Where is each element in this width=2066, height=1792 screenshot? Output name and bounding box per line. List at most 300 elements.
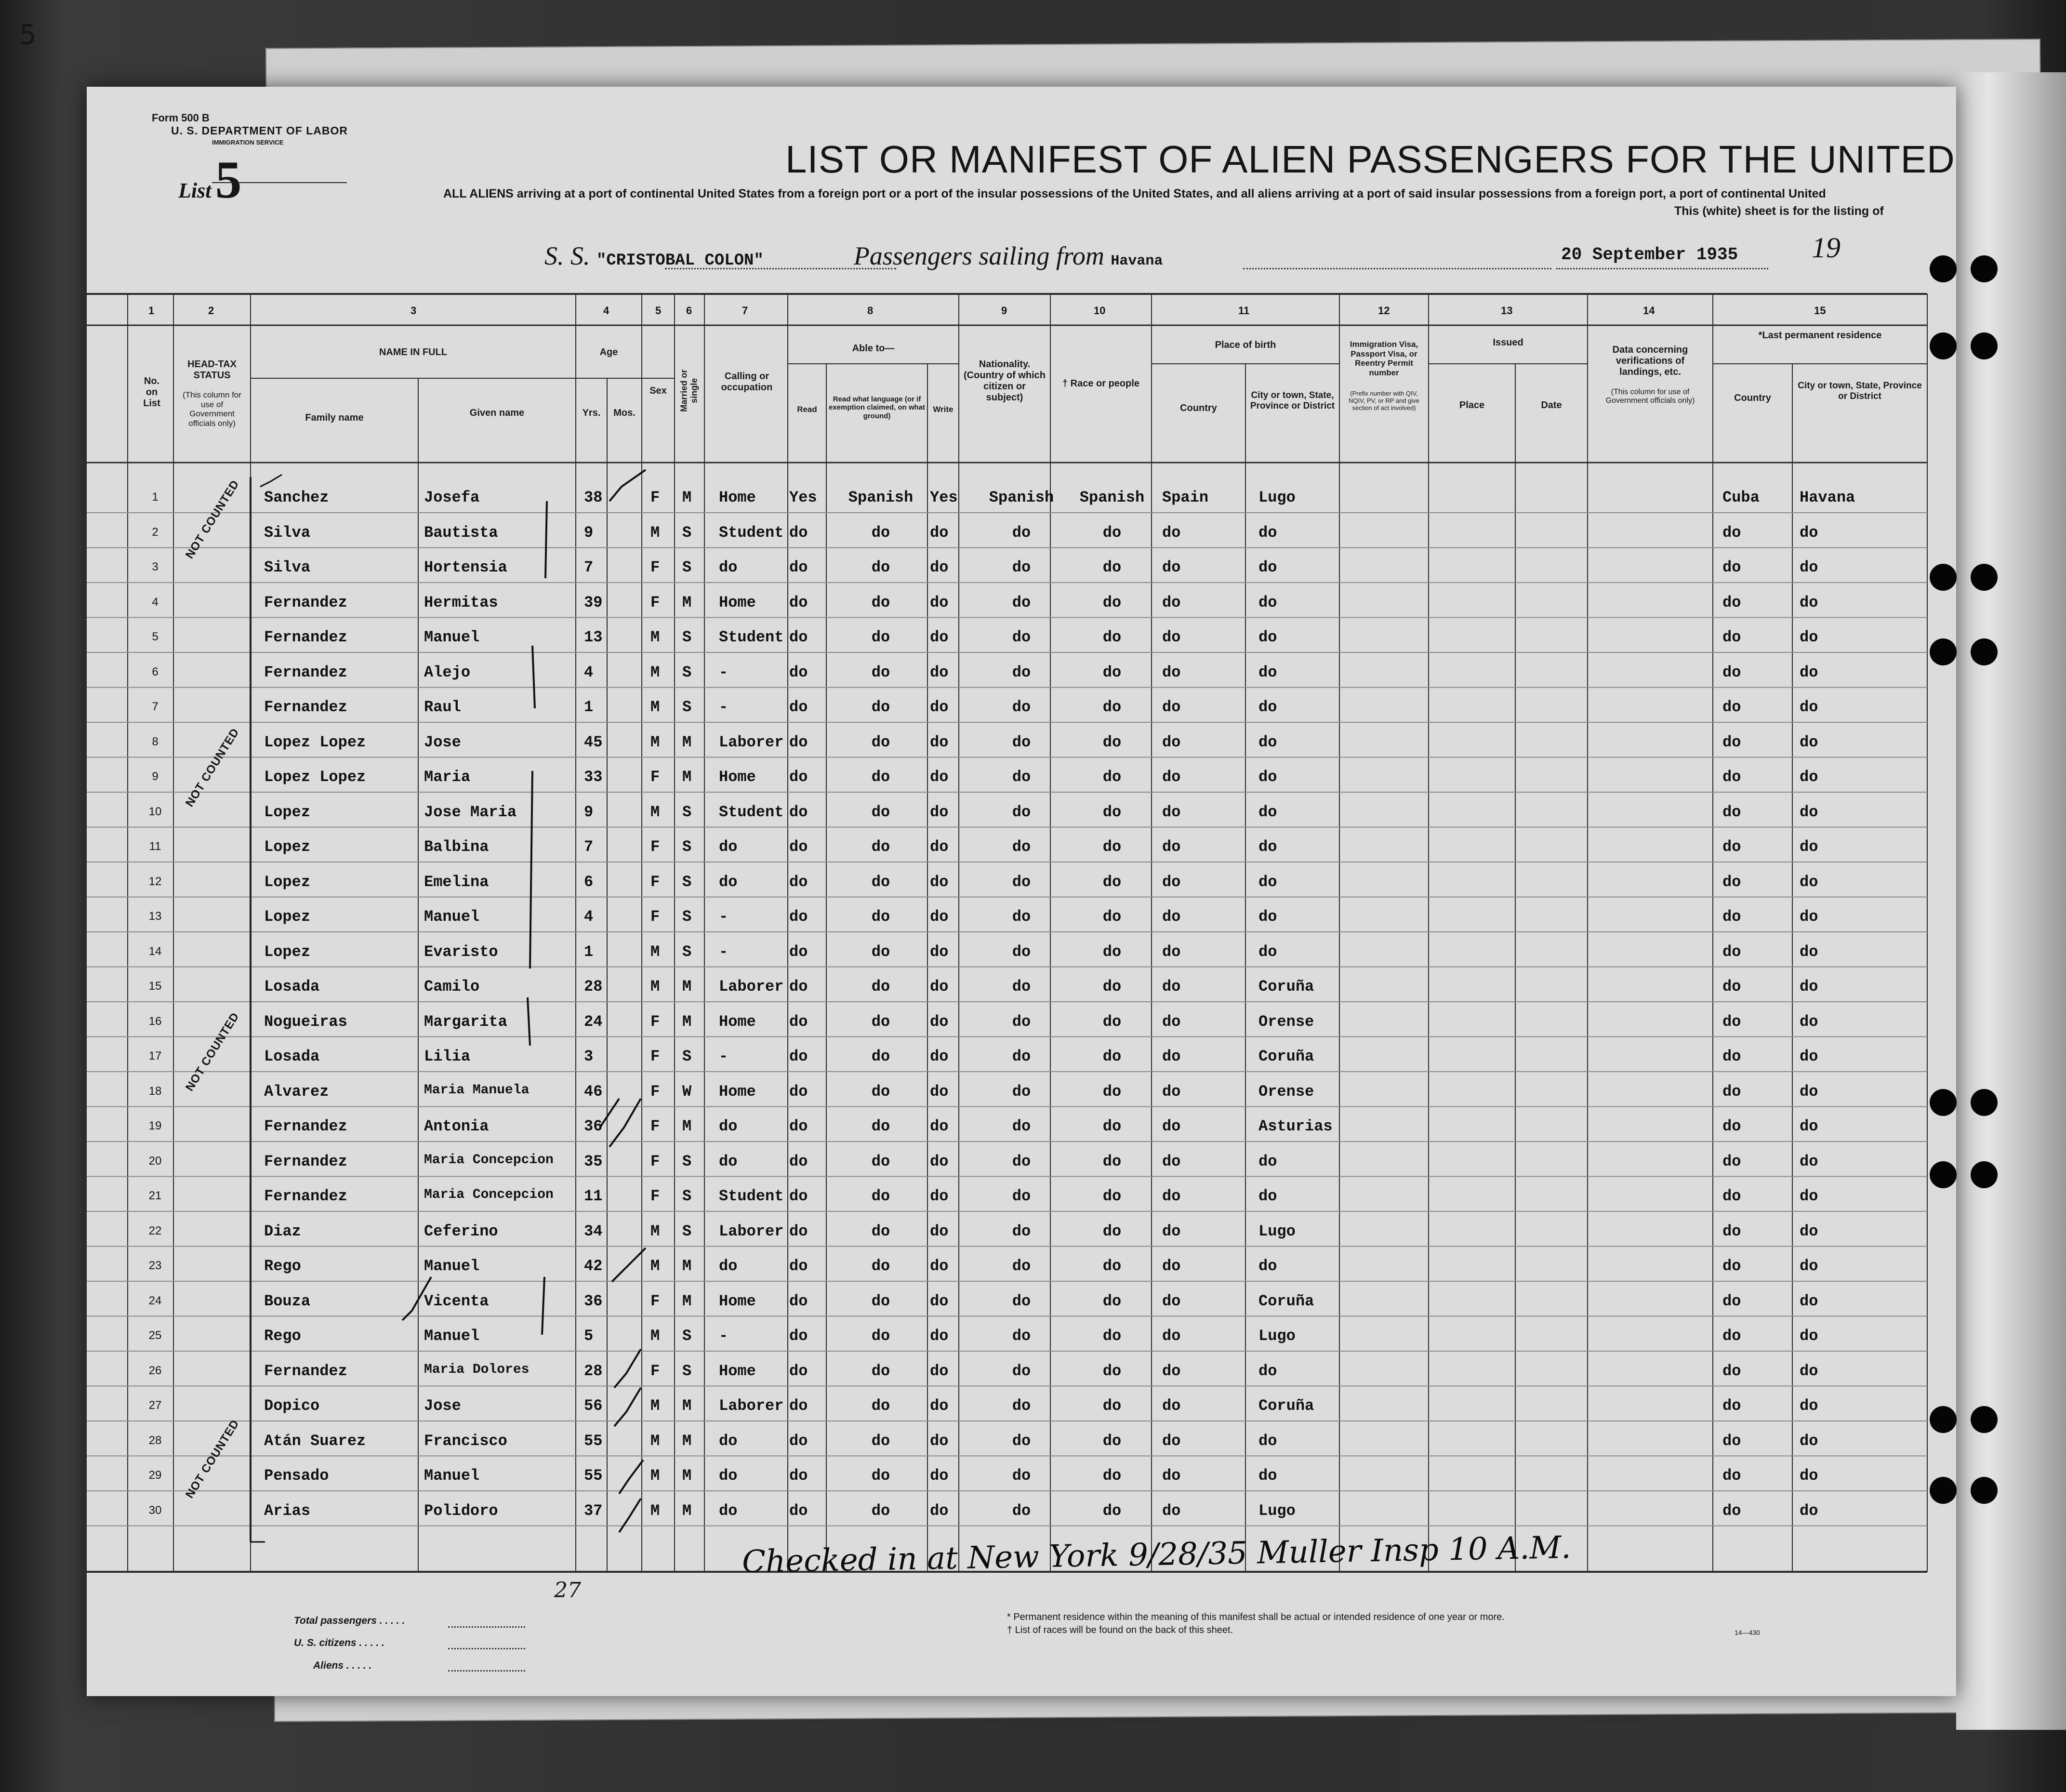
form-code: 14—430 [1735, 1629, 1760, 1636]
header-able-to: Able to— [852, 343, 895, 354]
row-number: 10 [148, 805, 162, 818]
marital-status: M [682, 489, 692, 506]
birth-country: do [1162, 1082, 1181, 1101]
read-language: do [871, 1082, 890, 1101]
birth-country: do [1162, 1467, 1181, 1485]
age-years: 1 [584, 942, 594, 961]
marital-status: S [682, 942, 692, 961]
age-years: 37 [584, 1501, 603, 1520]
can-write: do [930, 593, 949, 611]
race-people: do [1102, 1432, 1122, 1450]
us-citizens-label: U. S. citizens . . . . . [294, 1637, 384, 1648]
read-language: do [871, 908, 890, 926]
read-language: do [871, 733, 890, 751]
residence-city: do [1800, 523, 1818, 542]
row-number: 16 [148, 1014, 162, 1028]
header-no-on-list: No. on List [143, 376, 160, 409]
birth-city: do [1258, 628, 1277, 646]
family-name: Fernandez [264, 1152, 347, 1170]
occupation: Home [719, 1012, 756, 1031]
residence-country: do [1722, 593, 1741, 611]
sex: F [650, 558, 660, 576]
can-write: do [930, 803, 949, 821]
punch-hole [1971, 638, 1998, 665]
can-read: do [789, 593, 808, 611]
race-people: do [1102, 733, 1122, 751]
page-count: 27 [554, 1578, 581, 1603]
can-write: do [930, 733, 949, 751]
row-number: 9 [152, 770, 159, 783]
age-years: 9 [584, 523, 594, 542]
punch-hole [1930, 255, 1957, 282]
given-name: Jose Maria [424, 803, 517, 821]
marital-status: S [682, 908, 692, 926]
family-name: Fernandez [264, 698, 347, 716]
given-name: Hermitas [424, 593, 498, 611]
row-number: 20 [148, 1154, 162, 1168]
port-dotline [1243, 268, 1551, 269]
given-name: Antonia [424, 1117, 489, 1135]
nationality: do [1012, 1362, 1031, 1380]
not-counted-stamp: NOT COUNTED [183, 478, 242, 561]
can-write: do [930, 1012, 949, 1031]
residence-country: do [1722, 1432, 1741, 1450]
can-write: do [930, 628, 949, 646]
residence-country: do [1722, 733, 1741, 751]
nationality: do [1012, 908, 1031, 926]
date-dotline [1556, 268, 1768, 269]
sex: M [650, 978, 660, 996]
nationality: do [1012, 558, 1031, 576]
row-number: 19 [148, 1119, 162, 1132]
race-people: do [1102, 1012, 1122, 1031]
can-read: do [789, 1362, 808, 1380]
row-number: 18 [148, 1084, 162, 1098]
age-years: 13 [584, 628, 603, 646]
can-read: do [789, 1012, 808, 1031]
nationality: do [1012, 1048, 1031, 1065]
ship-line [544, 241, 1163, 271]
marital-status: M [682, 1397, 692, 1415]
total-passengers-line [448, 1626, 525, 1628]
nationality: do [1012, 768, 1031, 786]
sailing-date: 20 September 1935 [1561, 245, 1738, 265]
occupation: do [719, 1432, 738, 1450]
row-number: 25 [148, 1329, 162, 1342]
birth-city: do [1258, 1257, 1277, 1275]
occupation: Laborer [719, 1222, 784, 1240]
can-read: do [789, 1397, 808, 1415]
birth-city: do [1258, 1187, 1277, 1205]
family-name: Lopez Lopez [264, 768, 366, 786]
residence-city: do [1800, 593, 1818, 611]
sex: F [650, 908, 660, 926]
birth-country: do [1162, 838, 1181, 856]
nationality: do [1012, 838, 1031, 856]
occupation: Student [719, 803, 784, 821]
punch-hole [1930, 332, 1957, 359]
list-label [178, 149, 241, 211]
residence-city: do [1800, 1397, 1818, 1415]
nationality: do [1012, 593, 1031, 611]
read-language: do [871, 803, 890, 821]
can-write: do [930, 1222, 949, 1240]
marital-status: M [682, 1501, 692, 1520]
given-name: Manuel [424, 628, 480, 646]
family-name: Dopico [264, 1397, 320, 1415]
header-calling: Calling or occupation [721, 371, 773, 393]
occupation: Laborer [719, 1397, 784, 1415]
not-counted-stamp: NOT COUNTED [183, 726, 242, 810]
col-number-9: 9 [1001, 305, 1007, 317]
given-name: Manuel [424, 1257, 480, 1275]
marital-status: S [682, 803, 692, 821]
sex: M [650, 1432, 660, 1450]
header-given-name: Given name [469, 408, 525, 418]
sex: F [650, 873, 660, 891]
sex: M [650, 628, 660, 646]
nationality: do [1012, 1222, 1031, 1240]
age-years: 39 [584, 593, 603, 611]
residence-city: do [1800, 1222, 1818, 1240]
race-people: do [1102, 628, 1122, 646]
marital-status: S [682, 1222, 692, 1240]
occupation: Student [719, 628, 784, 646]
header-verification: Data concerning verifications of landings, etc. [1612, 345, 1688, 377]
residence-city: do [1800, 1432, 1818, 1450]
residence-country: do [1722, 1117, 1741, 1135]
birth-country: do [1162, 523, 1181, 542]
can-write: do [930, 1048, 949, 1065]
race-people: do [1102, 1362, 1122, 1380]
given-name: Raul [424, 698, 461, 716]
occupation: - [719, 1048, 728, 1065]
marital-status: M [682, 1012, 692, 1031]
race-people: do [1102, 1257, 1122, 1275]
read-language: do [871, 558, 890, 576]
given-name: Maria Dolores [424, 1362, 530, 1377]
sex: F [650, 489, 660, 506]
birth-city: Lugo [1258, 1501, 1296, 1520]
family-name: Fernandez [264, 628, 347, 646]
age-years: 5 [584, 1327, 594, 1345]
ship-dotline [665, 268, 896, 269]
not-counted-stamp: NOT COUNTED [183, 1417, 242, 1501]
can-read: do [789, 1152, 808, 1170]
marital-status: S [682, 838, 692, 856]
header-place-of-birth: Place of birth [1215, 340, 1276, 350]
residence-city: do [1800, 1292, 1818, 1310]
sex: M [650, 1501, 660, 1520]
given-name: Jose [424, 1397, 461, 1415]
sex: F [650, 838, 660, 856]
family-name: Pensado [264, 1467, 329, 1485]
col-number-7: 7 [742, 305, 748, 317]
given-name: Alejo [424, 663, 471, 681]
race-people: do [1102, 593, 1122, 611]
given-name: Polidoro [424, 1501, 498, 1520]
residence-city: do [1800, 1048, 1818, 1065]
birth-city: do [1258, 942, 1277, 961]
ship-name: "CRISTOBAL COLON" [596, 252, 764, 270]
can-write: do [930, 1152, 949, 1170]
residence-country: Cuba [1722, 489, 1760, 506]
residence-city: do [1800, 628, 1818, 646]
birth-country: do [1162, 558, 1181, 576]
race-people: do [1102, 558, 1122, 576]
residence-country: do [1722, 838, 1741, 856]
row-number: 27 [148, 1399, 162, 1412]
nationality: do [1012, 1012, 1031, 1031]
residence-city: Havana [1800, 489, 1855, 506]
birth-city: do [1258, 838, 1277, 856]
given-name: Ceferino [424, 1222, 498, 1240]
read-language: do [871, 1327, 890, 1345]
can-write: do [930, 663, 949, 681]
family-name: Fernandez [264, 1117, 347, 1135]
form-number: Form 500 B [152, 112, 210, 124]
race-people: do [1102, 1327, 1122, 1345]
birth-country: do [1162, 803, 1181, 821]
residence-country: do [1722, 1467, 1741, 1485]
can-write: do [930, 1082, 949, 1101]
given-name: Maria Manuela [424, 1082, 530, 1098]
occupation: do [719, 1501, 738, 1520]
occupation: Laborer [719, 733, 784, 751]
age-years: 46 [584, 1082, 603, 1101]
nationality: do [1012, 1467, 1031, 1485]
nationality: do [1012, 1117, 1031, 1135]
read-language: do [871, 1012, 890, 1031]
birth-city: Coruña [1258, 1397, 1314, 1415]
row-number: 24 [148, 1294, 162, 1307]
page-subtitle: ALL ALIENS arriving at a port of continental United States from a foreign port or a port of the insular possessions of the United States, and all aliens arriving at a port of said insular possessions from a foreign port, a port of continental United [443, 187, 1826, 200]
race-people: do [1102, 873, 1122, 891]
given-name: Camilo [424, 978, 480, 996]
page-title: LIST OR MANIFEST OF ALIEN PASSENGERS FOR THE UNITED [785, 138, 1955, 181]
sex: M [650, 1327, 660, 1345]
residence-country: do [1722, 1082, 1741, 1101]
age-years: 55 [584, 1432, 603, 1450]
can-write: do [930, 1432, 949, 1450]
birth-city: Lugo [1258, 489, 1296, 506]
marital-status: M [682, 1257, 692, 1275]
occupation: do [719, 838, 738, 856]
age-years: 38 [584, 489, 603, 506]
residence-city: do [1800, 558, 1818, 576]
birth-city: do [1258, 733, 1277, 751]
row-number: 23 [148, 1259, 162, 1272]
can-write: do [930, 1292, 949, 1310]
age-years: 28 [584, 1362, 603, 1380]
occupation: do [719, 1257, 738, 1275]
can-read: do [789, 733, 808, 751]
race-people: Spanish [1079, 489, 1145, 506]
read-language: do [871, 1397, 890, 1415]
header-issued: Issued [1493, 337, 1523, 348]
can-read: do [789, 1467, 808, 1485]
can-read: do [789, 1257, 808, 1275]
residence-city: do [1800, 978, 1818, 996]
occupation: Laborer [719, 978, 784, 996]
header-place: Place [1459, 400, 1485, 411]
given-name: Vicenta [424, 1292, 489, 1310]
read-language: do [871, 1467, 890, 1485]
header-married: Married or single [679, 369, 699, 412]
given-name: Jose [424, 733, 461, 751]
can-read: do [789, 663, 808, 681]
sex: F [650, 1012, 660, 1031]
birth-country: do [1162, 978, 1181, 996]
can-read: do [789, 1187, 808, 1205]
birth-country: do [1162, 1362, 1181, 1380]
birth-city: Coruña [1258, 1048, 1314, 1065]
residence-city: do [1800, 942, 1818, 961]
marital-status: S [682, 1362, 692, 1380]
family-name: Nogueiras [264, 1012, 347, 1031]
residence-city: do [1800, 1152, 1818, 1170]
row-number: 29 [148, 1469, 162, 1482]
occupation: Home [719, 1362, 756, 1380]
nationality: do [1012, 698, 1031, 716]
sex: M [650, 942, 660, 961]
birth-country: do [1162, 873, 1181, 891]
can-write: do [930, 1187, 949, 1205]
given-name: Evaristo [424, 942, 498, 961]
can-read: do [789, 628, 808, 646]
header-age: Age [599, 347, 618, 358]
row-number: 13 [148, 910, 162, 923]
header-race: † Race or people [1062, 378, 1140, 389]
given-name: Maria Concepcion [424, 1187, 554, 1202]
family-name: Lopez [264, 803, 311, 821]
occupation: - [719, 663, 728, 681]
marital-status: M [682, 768, 692, 786]
residence-city: do [1800, 1257, 1818, 1275]
birth-country: do [1162, 1152, 1181, 1170]
can-write: Yes [930, 489, 958, 506]
residence-country: do [1722, 1257, 1741, 1275]
occupation: Home [719, 1082, 756, 1101]
nationality: do [1012, 1432, 1031, 1450]
nationality: do [1012, 1327, 1031, 1345]
family-name: Silva [264, 523, 311, 542]
col-number-10: 10 [1094, 305, 1106, 317]
birth-city: Asturias [1258, 1117, 1333, 1135]
given-name: Balbina [424, 838, 489, 856]
residence-country: do [1722, 1397, 1741, 1415]
can-write: do [930, 873, 949, 891]
occupation: - [719, 942, 728, 961]
can-read: do [789, 1222, 808, 1240]
service-name: IMMIGRATION SERVICE [212, 139, 284, 146]
birth-city: do [1258, 803, 1277, 821]
birth-city: Orense [1258, 1012, 1314, 1031]
nationality: do [1012, 978, 1031, 996]
birth-country: do [1162, 1501, 1181, 1520]
sex: M [650, 1397, 660, 1415]
age-years: 36 [584, 1292, 603, 1310]
can-write: do [930, 908, 949, 926]
birth-city: do [1258, 768, 1277, 786]
header-res-country: Country [1734, 393, 1771, 403]
nationality: do [1012, 1501, 1031, 1520]
occupation: do [719, 1467, 738, 1485]
row-number: 14 [148, 944, 162, 958]
race-people: do [1102, 1082, 1122, 1101]
family-name: Silva [264, 558, 311, 576]
sailing-label: Passengers sailing from [853, 241, 1104, 270]
ss-label: S. S. [544, 241, 590, 270]
department-name: U. S. DEPARTMENT OF LABOR [171, 124, 348, 137]
sex: M [650, 733, 660, 751]
birth-country: do [1162, 593, 1181, 611]
birth-city: do [1258, 663, 1277, 681]
marital-status: M [682, 1292, 692, 1310]
punch-hole [1930, 1089, 1957, 1116]
residence-country: do [1722, 1152, 1741, 1170]
birth-city: do [1258, 558, 1277, 576]
nationality: do [1012, 1082, 1031, 1101]
can-read: Yes [789, 489, 817, 506]
header-issued-date: Date [1541, 400, 1562, 411]
nationality: do [1012, 1152, 1031, 1170]
footnote-races: † List of races will be found on the back of this sheet. [1007, 1625, 1233, 1635]
aliens-line [448, 1670, 525, 1672]
birth-city: do [1258, 1152, 1277, 1170]
can-read: do [789, 768, 808, 786]
can-read: do [789, 1432, 808, 1450]
can-read: do [789, 1501, 808, 1520]
us-citizens-line [448, 1648, 525, 1649]
family-name: Bouza [264, 1292, 311, 1310]
birth-city: do [1258, 523, 1277, 542]
sex: F [650, 1048, 660, 1065]
header-head-tax-note: (This column for use of Government officials only) [183, 390, 241, 428]
list-underline [212, 182, 347, 183]
read-language: do [871, 768, 890, 786]
col-number-5: 5 [655, 305, 662, 317]
can-write: do [930, 1327, 949, 1345]
sex: M [650, 663, 660, 681]
residence-city: do [1800, 1082, 1818, 1101]
occupation: Home [719, 1292, 756, 1310]
can-read: do [789, 698, 808, 716]
marital-status: S [682, 558, 692, 576]
sex: F [650, 1117, 660, 1135]
can-read: do [789, 942, 808, 961]
can-read: do [789, 523, 808, 542]
row-number: 21 [148, 1189, 162, 1202]
can-read: do [789, 1082, 808, 1101]
read-language: do [871, 698, 890, 716]
birth-city: Lugo [1258, 1327, 1296, 1345]
race-people: do [1102, 1397, 1122, 1415]
can-read: do [789, 838, 808, 856]
residence-city: do [1800, 1501, 1818, 1520]
birth-city: Lugo [1258, 1222, 1296, 1240]
sex: F [650, 1082, 660, 1101]
col-number-12: 12 [1378, 305, 1390, 317]
row-number: 5 [152, 630, 159, 643]
header-family-name: Family name [305, 412, 364, 423]
given-name: Maria Concepcion [424, 1152, 554, 1168]
age-years: 4 [584, 663, 594, 681]
read-language: do [871, 1292, 890, 1310]
col-number-4: 4 [603, 305, 609, 317]
family-name: Losada [264, 1048, 320, 1065]
not-counted-stamp: NOT COUNTED [183, 1010, 242, 1094]
